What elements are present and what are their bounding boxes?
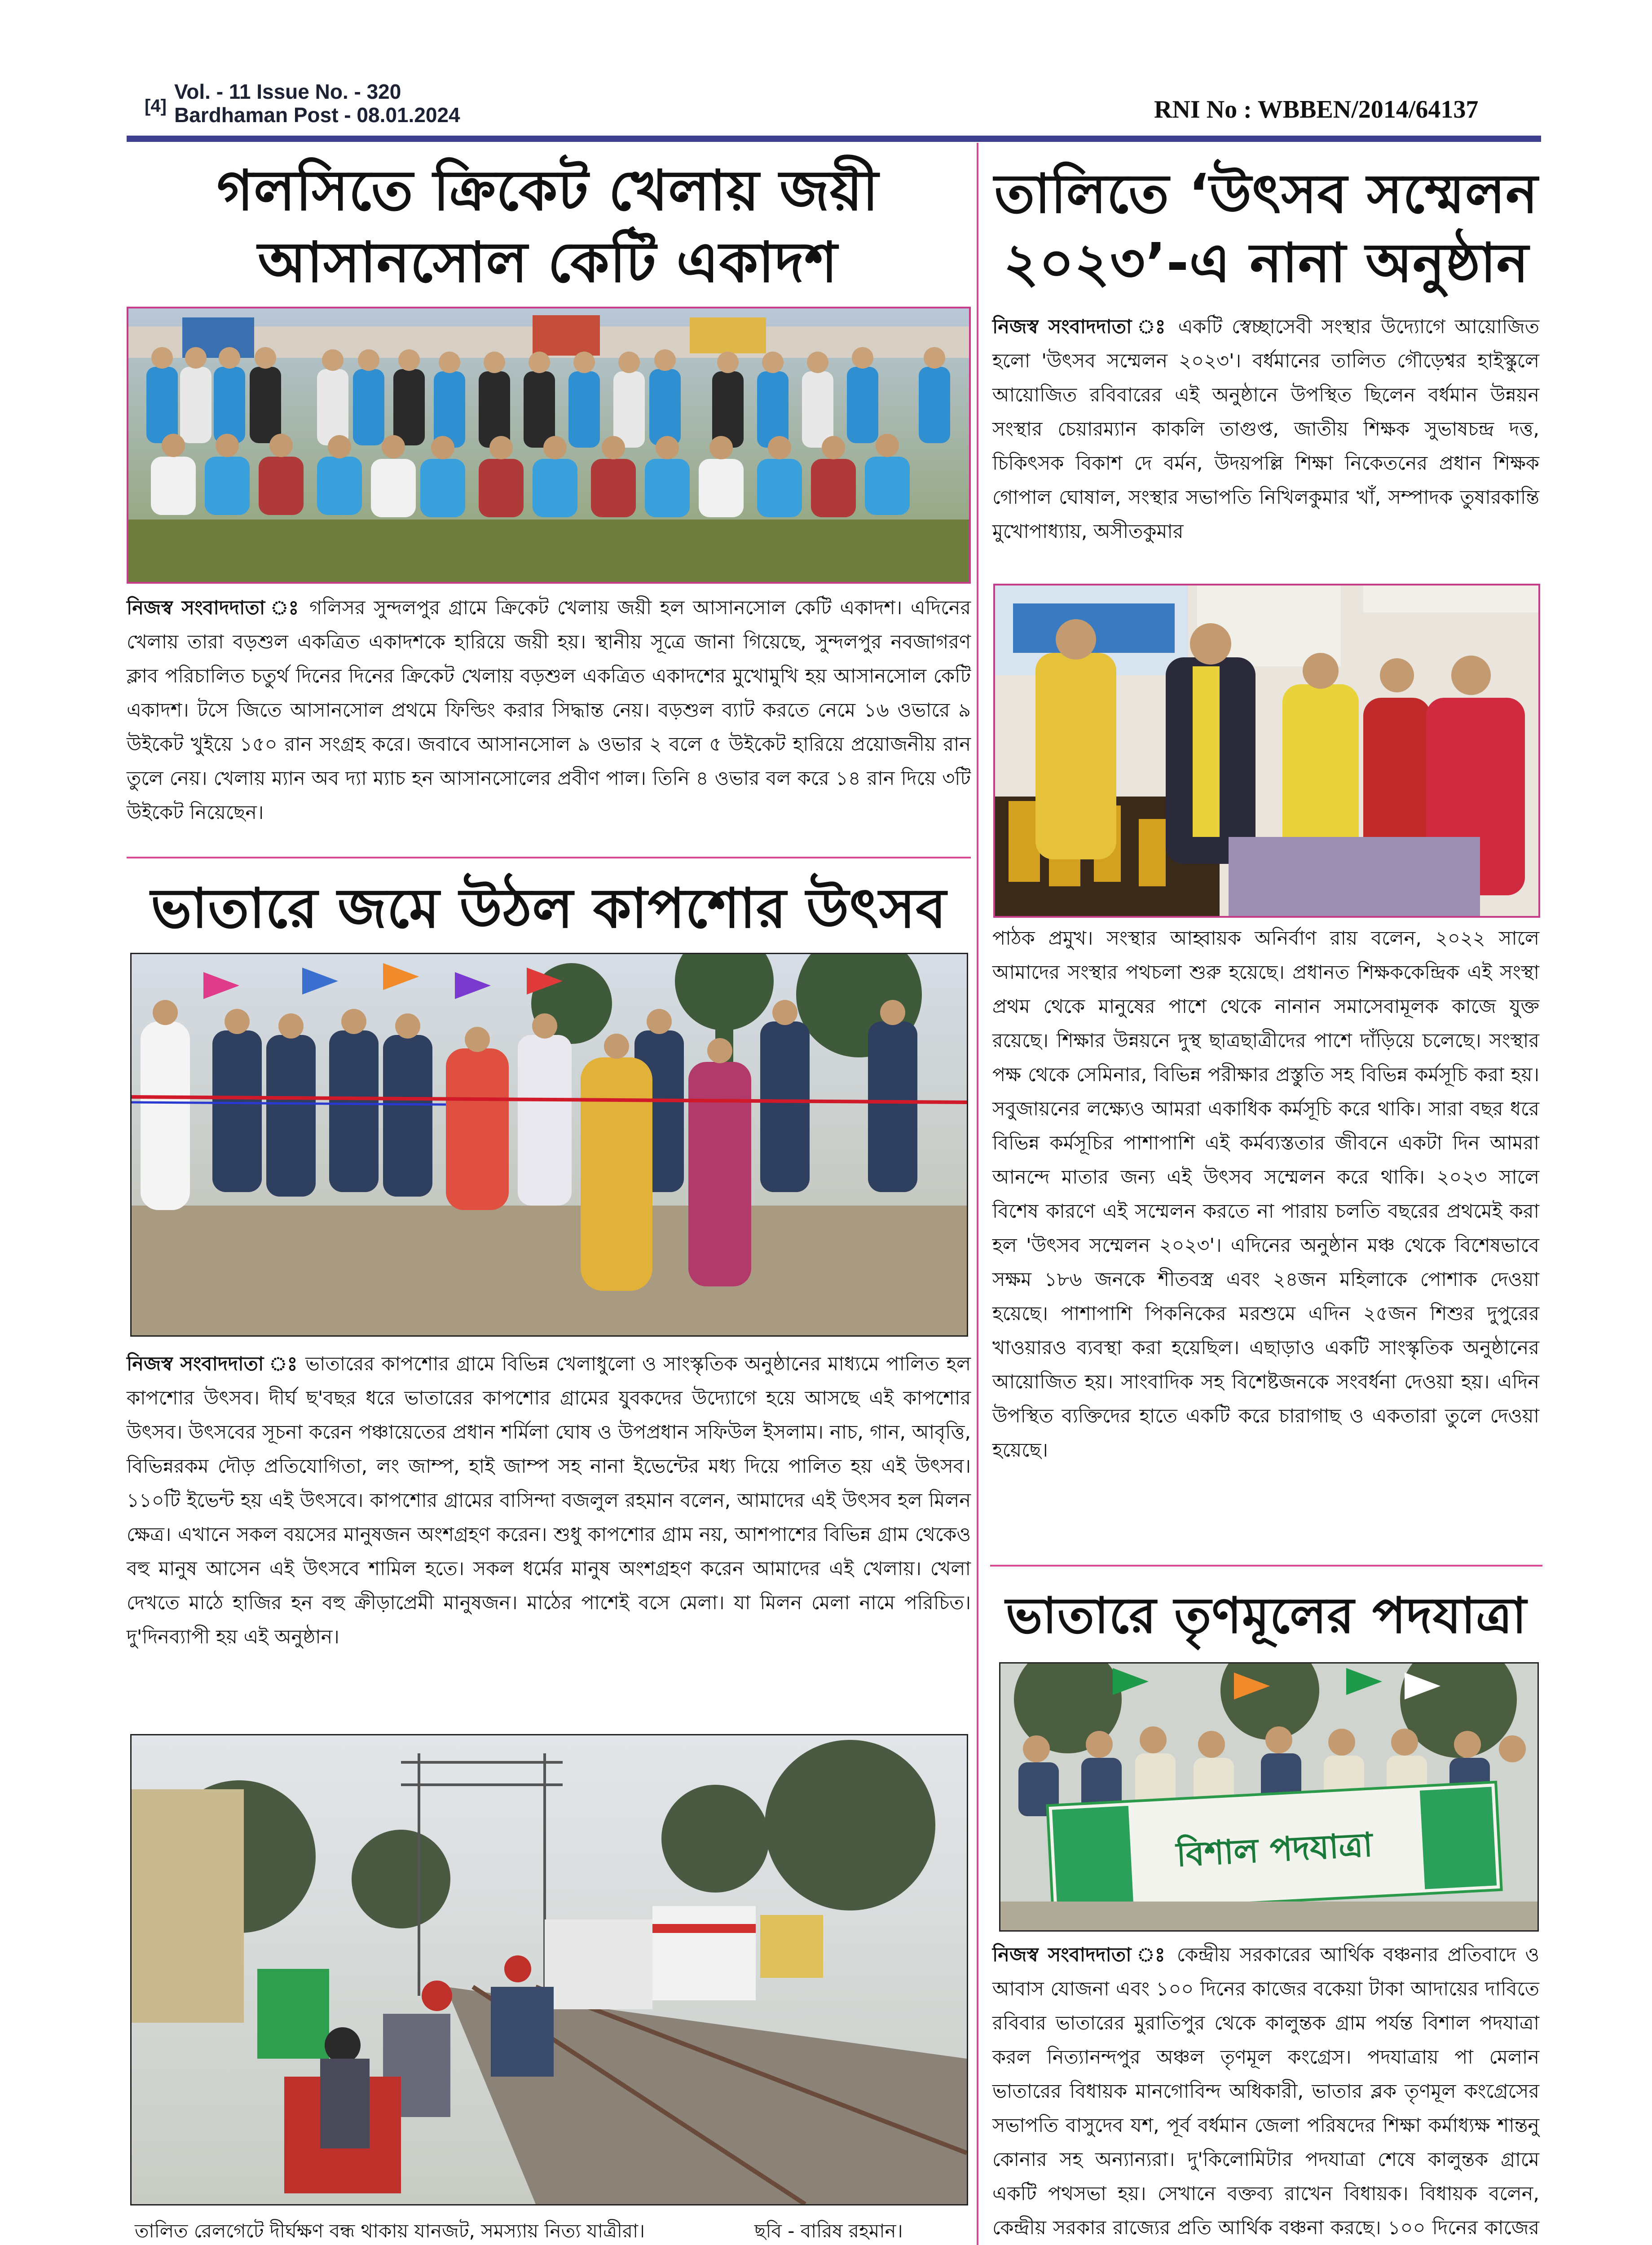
rail-photo-caption: তালিত রেলগেটে দীর্ঘক্ষণ বন্ধ থাকায় যানজট, সমস্যায় নিত্য যাত্রীরা। bbox=[135, 2220, 645, 2242]
left-divider-1 bbox=[127, 857, 971, 858]
padayatra-article-body bbox=[992, 1938, 1539, 2245]
rni-number: RNI No : WBBEN/2014/64137 bbox=[1154, 96, 1479, 123]
utsav-headline-line2: ২০২৩’-এ নানা অনুষ্ঠান bbox=[1003, 232, 1529, 295]
rail-gate-illustration bbox=[132, 1735, 967, 2204]
felicitation-illustration bbox=[995, 585, 1538, 916]
kapshore-festival-photo bbox=[130, 953, 968, 1337]
ribbon-cutting-illustration bbox=[132, 954, 967, 1335]
rally-illustration bbox=[1000, 1664, 1537, 1930]
rail-photo-credit: ছবি - বারিষ রহমান। bbox=[754, 2220, 903, 2242]
cricket-byline: নিজস্ব সংবাদদাতা ঃ bbox=[127, 597, 301, 619]
utsav-body-text-2: পাঠক প্রমুখ। সংস্থার আহ্বায়ক অনির্বাণ রায় বলেন, ২০২২ সালে আমাদের সংস্থার পথচলা শুরু হয়েছে। প্রধানত শিক্ষককেন্দ্রিক এই সংস্থা প্রথম থেকে মানুষের পাশে থেকে নানান সমাসেবামূলক কাজে যুক্ত রয়েছে। শিক্ষার উন্নয়নে দুস্থ ছাত্রছাত্রীদের পাশে দাঁড়িয়ে চলেছে। সংস্থার পক্ষ থেকে সেমিনার, বিভিন্ন পরীক্ষার প্রস্তুতি সহ বিভিন্ন কর্মসূচি করা হয়। সবুজায়নের লক্ষ্যেও আমরা একাধিক কর্মসূচি করে থাকি। সারা বছর ধরে বিভিন্ন কর্মসূচির পাশাপাশি এই কর্মব্যস্ততার জীবনে একটা দিন আমরা আনন্দে মাতার জন্য এই উৎসব সম্মেলন করে থাকি। ২০২৩ সালে বিশেষ কারণে এই সম্মেলন করতে না পারায় চলতি বছরের প্রথমেই করা হল 'উৎসব সম্মেলন ২০২৩'। এদিনের অনুষ্ঠান মঞ্চ থেকে বিশেষভাবে সক্ষম ১৮৬ জনকে শীতবস্ত্র এবং ২৪জন মহিলাকে পোশাক দেওয়া হয়েছে। পাশাপাশি পিকনিকের মরশুমে এদিন ২৫জন শিশুর দুপুরের খাওয়ারও ব্যবস্থা করা হয়েছিল। এছাড়াও একটি সাংস্কৃতিক অনুষ্ঠানের আয়োজিত হয়। সাংবাদিক সহ বিশেষ্টজনকে সংবর্ধনা দেওয়া হয়। এদিন উপস্থিত ব্যক্তিদের হাতে একটি করে চারাগাছ ও একতারা তুলে দেওয়া হয়েছে। bbox=[992, 927, 1539, 1461]
rally-banner-text: বিশাল পদযাত্রা bbox=[1175, 1825, 1374, 1875]
padayatra-body-text: কেন্দ্রীয় সরকারের আর্থিক বঞ্চনার প্রতিবাদে ও আবাস যোজনা এবং ১০০ দিনের কাজের বকেয়া টাকা আদায়ের দাবিতে রবিবার ভাতারের মুরাতিপুর থেকে কালুন্তক গ্রাম পর্যন্ত বিশাল পদযাত্রা করল নিত্যানন্দপুর অঞ্চল তৃণমূল কংগ্রেস। পদযাত্রায় পা মেলান ভাতারের বিধায়ক মানগোবিন্দ অধিকারী, ভাতার ব্লক তৃণমূল কংগ্রেসের সভাপতি বাসুদেব যশ, পূর্ব বর্ধমান জেলা পরিষদের শিক্ষা কর্মাধ্যক্ষ শান্তনু কোনার সহ অন্যান্যরা। দু'কিলোমিটার পদযাত্রা শেষে কালুন্তক গ্রামে একটি পথসভা হয়। সেখানে বক্তব্য রাখেন বিধায়ক। বিধায়ক বলেন, কেন্দ্রীয় সরকার রাজ্যের প্রতি আর্থিক বঞ্চনা করছে। ১০০ দিনের কাজের bbox=[992, 1944, 1540, 2239]
cricket-headline-line1: গলসিতে ক্রিকেট খেলায় জয়ী bbox=[216, 158, 879, 223]
utsav-article-body-part2 bbox=[992, 921, 1539, 1467]
header-rule bbox=[127, 136, 1541, 142]
padayatra-headline: ভাতারে তৃণমূলের পদযাত্রা bbox=[1005, 1587, 1527, 1644]
kapshore-article-body bbox=[127, 1347, 971, 1654]
kapshore-body-text: ভাতারের কাপশোর গ্রামে বিভিন্ন খেলাধুলো ও সাংস্কৃতিক অনুষ্ঠানের মাধ্যমে পালিত হল কাপশোর উৎসব। দীর্ঘ ছ'বছর ধরে ভাতারের কাপশোর গ্রামের যুবকদের উদ্যোগে হয়ে আসছে এই কাপশোর উৎসব। উৎসবের সূচনা করেন পঞ্চায়েতের প্রধান শর্মিলা ঘোষ ও উপপ্রধান সফিউল ইসলাম। নাচ, গান, আবৃত্তি, বিভিন্নরকম দৌড় প্রতিযোগিতা, লং জাম্প, হাই জাম্প সহ নানা ইভেন্টের মধ্য দিয়ে পালিত হয় এই উৎসব। ১১০টি ইভেন্ট হয় এই উৎসবে। কাপশোর গ্রামের বাসিন্দা বজলুল রহমান বলেন, আমাদের এই উৎসব হল মিলন ক্ষেত্র। এখানে সকল বয়সের মানুষজন অংশগ্রহণ করেন। শুধু কাপশোর গ্রাম নয়, আশপাশের বিভিন্ন গ্রাম থেকেও বহু মানুষ আসেন এই উৎসবে শামিল হতে। সকল ধর্মের মানুষ অংশগ্রহণ করেন আমাদের এই খেলায়। খেলা দেখতে মাঠে হাজির হন বহু ক্রীড়াপ্রেমী মানুষজন। মাঠের পাশেই বসে মেলা। যা মিলন মেলা নামে পরিচিত। দু'দিনব্যাপী হয় এই অনুষ্ঠান। bbox=[127, 1353, 971, 1648]
utsav-headline-line1: তালিতে ‘উৎসব সম্মেলন bbox=[994, 163, 1538, 225]
utsav-body-text-1: একটি স্বেচ্ছাসেবী সংস্থার উদ্যোগে আয়োজিত হলো 'উৎসব সম্মেলন ২০২৩'। বর্ধমানের তালিত গৌড়েশ্বর হাইস্কুলে আয়োজিত রবিবারের এই অনুষ্ঠানে উপস্থিত ছিলেন বর্ধমান উন্নয়ন সংস্থার চেয়ারম্যান কাকলি তাগুপ্ত, জাতীয় শিক্ষক সুভাষচন্দ্র দত্ত, চিকিৎসক বিকাশ দে বর্মন, উদয়পল্লি শিক্ষা নিকেতনের প্রধান শিক্ষক গোপাল ঘোষাল, সংস্থার সভাপতি নিখিলকুমার খাঁ, সম্পাদক তুষারকান্তি মুখোপাধ্যায়, অসীতকুমার bbox=[992, 316, 1540, 543]
utsav-byline: নিজস্ব সংবাদদাতা ঃ bbox=[992, 316, 1169, 338]
padayatra-photo bbox=[999, 1662, 1539, 1932]
cricket-team-illustration bbox=[128, 308, 969, 582]
column-divider bbox=[977, 143, 978, 2245]
utsav-article-body-part1 bbox=[992, 310, 1539, 549]
padayatra-byline: নিজস্ব সংবাদদাতা ঃ bbox=[992, 1944, 1168, 1966]
cricket-article-body bbox=[127, 591, 971, 830]
page-number: [4] bbox=[145, 96, 167, 116]
cricket-headline-line2: আসানসোল কেটি একাদশ bbox=[258, 230, 838, 295]
paper-date: Bardhaman Post - 08.01.2024 bbox=[174, 103, 460, 127]
rail-gate-photo bbox=[130, 1734, 968, 2205]
kapshore-headline: ভাতারে জমে উঠল কাপশোর উৎসব bbox=[150, 876, 947, 940]
cricket-team-photo bbox=[127, 307, 971, 584]
cricket-body-text: গলিসর সুন্দলপুর গ্রামে ক্রিকেট খেলায় জয়ী হল আসানসোল কেটি একাদশ। এদিনের খেলায় তারা বড়শুল একত্রিত একাদশকে হারিয়ে জয়ী হয়। স্থানীয় সূত্রে জানা গিয়েছে, সুন্দলপুর নবজাগরণ ক্লাব পরিচালিত চতুর্থ দিনের দিনের ক্রিকেট খেলায় বড়শুল একত্রিত একাদশের মুখোমুখি হয় আসানসোল কেটি একাদশ। টসে জিতে আসানসোল প্রথমে ফিল্ডিং করার সিদ্ধান্ত নেয়। বড়শুল ব্যাট করতে নেমে ১৬ ওভারে ৯ উইকেট খুইয়ে ১৫০ রান সংগ্রহ করে। জবাবে আসানসোল ৯ ওভার ২ বলে ৫ উইকেট হারিয়ে প্রয়োজনীয় রান তুলে নেয়। খেলায় ম্যান অব দ্যা ম্যাচ হন আসানসোলের প্রবীণ পাল। তিনি ৪ ওভার বল করে ১৪ রান দিয়ে ৩টি উইকেট নিয়েছেন। bbox=[127, 597, 971, 824]
utsav-event-photo bbox=[993, 584, 1540, 918]
volume-info: Vol. - 11 Issue No. - 320 bbox=[174, 80, 401, 103]
kapshore-byline: নিজস্ব সংবাদদাতা ঃ bbox=[127, 1353, 299, 1375]
right-divider-1 bbox=[990, 1565, 1542, 1567]
